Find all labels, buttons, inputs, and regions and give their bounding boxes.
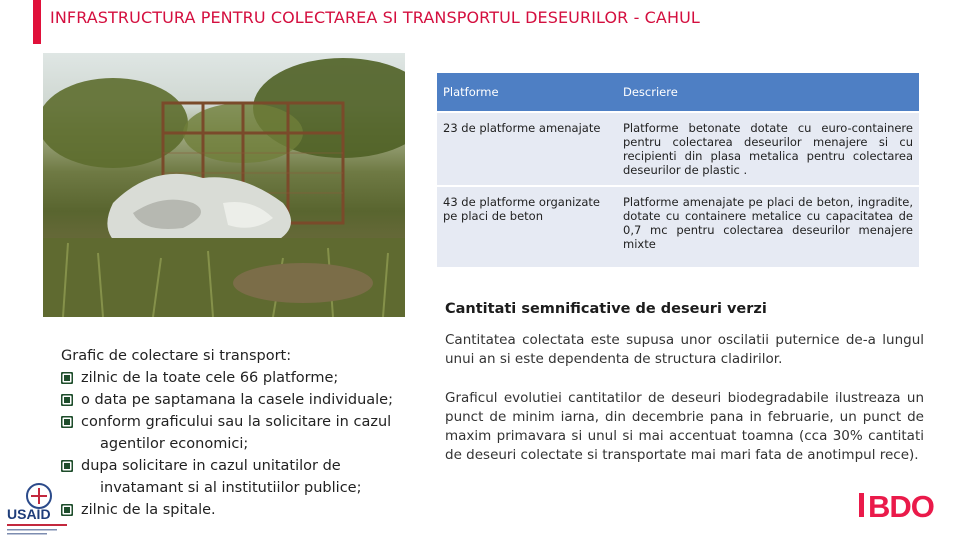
- waste-platform-photo: [43, 53, 405, 317]
- list-item: conform graficului sau la solicitare in cazul agentilor economici;: [61, 411, 433, 455]
- checkbox-bullet-icon: [61, 460, 73, 472]
- table-cell: Platforme betonate dotate cu euro-containere pentru colectarea deseurilor menajere si cu recipienti din plasa metalica pentru colectarea deseurilor de plastic .: [617, 112, 919, 186]
- page-title: INFRASTRUCTURA PENTRU COLECTAREA SI TRANSPORTUL DESEURILOR - CAHUL: [50, 8, 700, 27]
- column-header-platforme: Platforme: [437, 73, 617, 112]
- paragraph: Cantitatea colectata este supusa unor oscilatii puternice de-a lungul unui an si este dependenta de structura cladirilor.: [445, 332, 924, 367]
- checkbox-bullet-icon: [61, 416, 73, 428]
- table-cell: 43 de platforme organizate pe placi de beton: [437, 186, 617, 268]
- list-item: zilnic de la spitale.: [61, 499, 433, 521]
- accent-bar: [33, 0, 41, 44]
- table-row: [437, 112, 919, 186]
- usaid-logo: [5, 482, 73, 538]
- column-header-descriere: Descriere: [617, 73, 919, 112]
- collection-schedule: [61, 345, 433, 521]
- list-item: dupa solicitare in cazul unitatilor de invatamant si al institutiilor publice;: [61, 455, 433, 499]
- table-cell: Platforme amenajate pe placi de beton, ingradite, dotate cu containere metalice cu capacitatea de 0,7 mc pentru colectarea deseurilor menajere mixte: [617, 186, 919, 268]
- table-cell: 23 de platforme amenajate: [437, 112, 617, 186]
- bdo-logo-bar: [859, 493, 864, 517]
- checkbox-bullet-icon: [61, 394, 73, 406]
- bdo-logo: BDO: [868, 489, 934, 524]
- platform-table: [437, 73, 919, 269]
- list-item: o data pe saptamana la casele individuale;: [61, 389, 433, 411]
- section-title: Cantitati semnificative de deseuri verzi: [445, 301, 767, 317]
- table-row: [437, 186, 919, 268]
- schedule-heading: Grafic de colectare si transport:: [61, 348, 292, 364]
- svg-text:USAID: USAID: [7, 506, 51, 522]
- checkbox-bullet-icon: [61, 372, 73, 384]
- paragraph: Graficul evolutiei cantitatilor de deseuri biodegradabile ilustreaza un punct de minim iarna, din decembrie pana in februarie, un punct de maxim primavara si unul si mai accentuat toamna (cca 30% cantitati de deseuri colectate si transportate mai mari fata de anotimpul rece).: [445, 390, 924, 463]
- list-item: zilnic de la toate cele 66 platforme;: [61, 367, 433, 389]
